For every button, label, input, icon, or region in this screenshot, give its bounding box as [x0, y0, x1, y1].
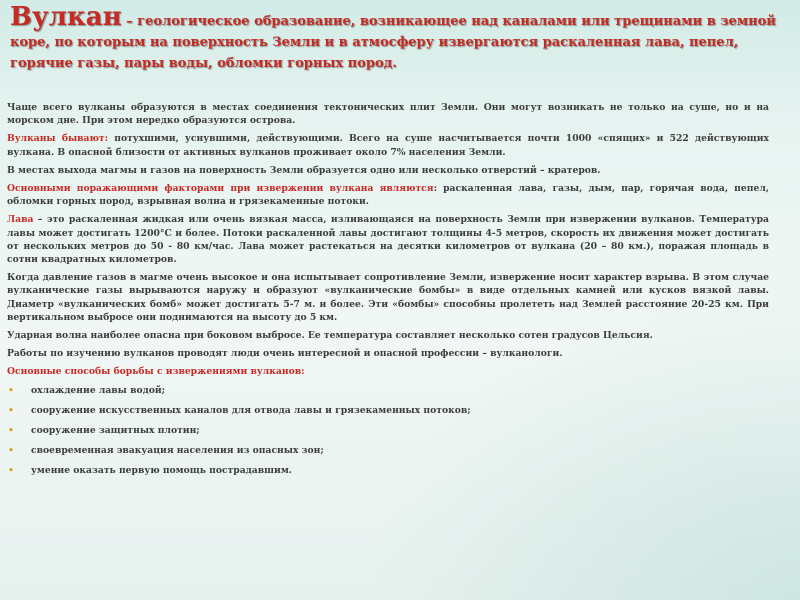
slide-body [7, 101, 769, 484]
list-item-text: охлаждение лавы водой; [31, 384, 166, 396]
list-item-text: умение оказать первую помощь пострадавшим. [31, 464, 293, 476]
list-item [7, 424, 769, 437]
volcano-types-text: потухшими, уснувшими, действующими. Всего на суше насчитывается почти 1000 «спящих» и 522 действующих вулкана. В опасной близости от активных вулканов проживает около 7% населения Земли. [7, 133, 770, 158]
title-definition: – геологическое образование, возникающее над каналами или трещинами в земной коре, по которым на поверхность Земли и в атмосферу извергаются раскаленная лава, пепел, горячие газы, пары воды, обломки горных пород. [10, 14, 776, 71]
paragraph-shock-wave: Ударная волна наиболее опасна при боковом выбросе. Ее температура составляет несколько сотен градусов Цельсия. [7, 330, 653, 342]
list-item-text: своевременная эвакуация населения из опасных зон; [31, 444, 324, 456]
protection-methods-heading: Основные способы борьбы с извержениями вулканов: [7, 366, 305, 378]
paragraph-craters: В местах выхода магмы и газов на поверхность Земли образуется одно или несколько отверстий – кратеров. [7, 164, 601, 176]
paragraph-plates: Чаще всего вулканы образуются в местах соединения тектонических плит Земли. Они могут возникать не только на суше, но и на морском дне. При этом нередко образуются острова. [7, 102, 769, 127]
damage-factors-label: Основными поражающими факторами при извержении вулкана являются [7, 183, 434, 195]
paragraph-volcanic-bombs: Когда давление газов в магме очень высокое и она испытывает сопротивление Земли, извержение носит характер взрыва. В этом случае вулканические газы вырываются наружу и образуют «вулканические бомбы» в виде отдельных камней или кусков вязкой лавы. Диаметр «вулканических бомб» может достигать 5-7 м. и более. Эти «бомбы» способны пролететь над Землей расстояние 20-25 км. При вертикальном выбросе они поднимаются на высоту до 5 км. [7, 272, 769, 323]
bullet-icon: • [8, 424, 14, 436]
list-item [7, 384, 769, 397]
lava-text: – это раскаленная жидкая или очень вязкая масса, изливающаяся на поверхность Земли при извержении вулканов. Температура лавы может достигать 1200°С и более. Потоки раскаленной лавы достигают толщины 4-5 метров, скорость их движения может достигать от нескольких метров до 50 - 80 км/час. Лава может растекаться на десятки километров от вулкана (20 – 80 км.), поражая площадь в сотни квадратных километров. [7, 214, 769, 266]
volcano-types-label: Вулканы бывают: [7, 133, 109, 145]
lava-label: Лава [7, 214, 34, 226]
bullet-icon: • [8, 444, 14, 456]
slide-title [10, 4, 782, 74]
protection-methods-list [7, 384, 769, 477]
paragraph-volcano-types [7, 132, 769, 158]
bullet-icon: • [8, 384, 14, 396]
paragraph-damage-factors [7, 182, 769, 208]
bullet-icon: • [8, 404, 14, 416]
list-item [7, 464, 769, 477]
list-item [7, 404, 769, 417]
list-item [7, 444, 769, 457]
title-keyword: Вулкан [10, 2, 122, 32]
bullet-icon: • [8, 464, 14, 476]
damage-factors-text: : раскаленная лава, газы, дым, пар, горячая вода, пепел, обломки горных пород, взрывная волна и грязекаменные потоки. [7, 183, 770, 208]
paragraph-volcanologists: Работы по изучению вулканов проводят люди очень интересной и опасной профессии – вулканологи. [7, 348, 563, 360]
paragraph-lava [7, 213, 769, 266]
list-item-text: сооружение защитных плотин; [31, 424, 200, 436]
list-item-text: сооружение искусственных каналов для отвода лавы и грязекаменных потоков; [31, 404, 471, 416]
